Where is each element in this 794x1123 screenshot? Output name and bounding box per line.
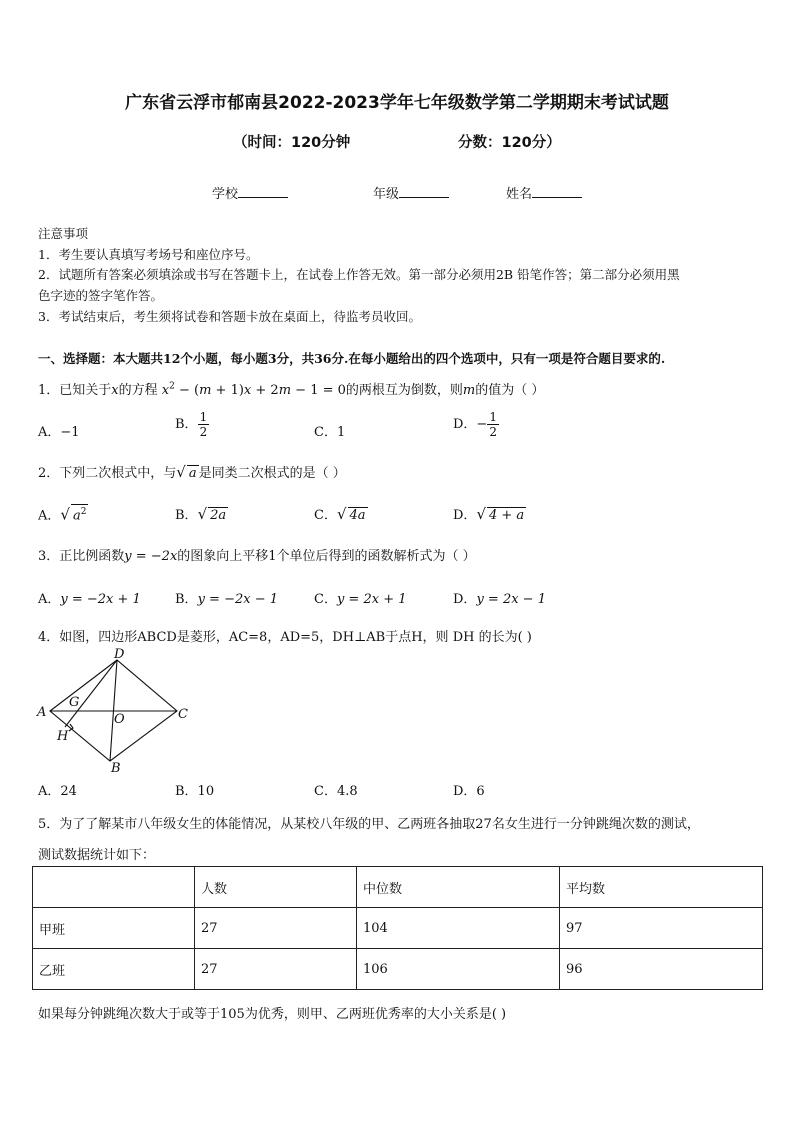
q2-option-a[interactable] — [38, 504, 88, 523]
q1-option-a[interactable]: A．−1 — [38, 425, 80, 440]
table-header-cell: 中位数 — [357, 867, 560, 908]
label-h: H — [57, 729, 69, 744]
question-1-stem — [38, 379, 544, 398]
school-label: 学校 — [212, 187, 239, 202]
note-item: 2．试题所有答案必须填涂或书写在答题卡上，在试卷上作答无效。第一部分必须用2B 铅笔作答；第二部分必须用黑 — [38, 267, 680, 282]
q3-option-label: C． — [314, 592, 337, 607]
label-d: D — [114, 647, 125, 662]
sqrt-icon: √ — [176, 463, 186, 481]
q3-text: 3．正比例函数 — [38, 549, 125, 564]
section-heading: 一、选择题：本大题共12个小题，每小题3分，共36分.在每小题给出的四个选项中，只有一项是符合题目要求的. — [38, 351, 666, 366]
table-row — [33, 949, 763, 990]
question-3-stem — [38, 545, 476, 564]
sqrt-icon: √ — [60, 505, 70, 524]
table-cell: 97 — [560, 908, 763, 949]
q1-var: x — [111, 383, 119, 398]
q1-eq-part: + 1) — [211, 383, 244, 398]
q3-option-b[interactable] — [175, 588, 278, 607]
q1-eq-part: m — [278, 383, 292, 398]
name-blank[interactable] — [532, 185, 582, 198]
q2-option-d[interactable] — [453, 504, 526, 523]
q3-option-a[interactable] — [38, 588, 141, 607]
q2-text: 是同类二次根式的是（ ） — [198, 466, 346, 481]
q1-eq-part: − ( — [174, 383, 200, 398]
table-header-cell — [33, 867, 195, 908]
q3-option-expr: y = 2x − 1 — [476, 592, 546, 607]
denominator: 2 — [199, 425, 208, 439]
radicand: 4a — [349, 508, 366, 523]
radicand: 2a — [210, 508, 227, 523]
q2-option-label: D． — [453, 508, 477, 523]
exam-time: （时间：120分钟 — [233, 135, 351, 151]
q1-text: 的两根互为倒数，则 — [345, 383, 463, 398]
q1-equation — [162, 383, 346, 398]
q3-option-expr: y = −2x + 1 — [60, 592, 141, 607]
label-a: A — [37, 705, 47, 720]
name-field[interactable] — [506, 183, 582, 202]
question-5-stem-cont: 测试数据统计如下： — [38, 848, 156, 863]
label-b: B — [111, 761, 121, 775]
numerator: 1 — [199, 410, 208, 424]
table-header-cell: 平均数 — [560, 867, 763, 908]
table-cell: 27 — [195, 908, 357, 949]
label-o: O — [114, 712, 125, 727]
q1-text: 的方程 — [118, 383, 158, 398]
q3-text: 的图象向上平移1个单位后得到的函数解析式为（ ） — [177, 549, 476, 564]
q1-eq-part: + 2 — [251, 383, 279, 398]
table-cell: 96 — [560, 949, 763, 990]
q1-option-b[interactable] — [175, 410, 209, 439]
grade-field[interactable] — [373, 183, 449, 202]
table-header-row — [33, 867, 763, 908]
q1-text: 1．已知关于 — [38, 383, 112, 398]
q3-option-label: B． — [175, 592, 198, 607]
sqrt-icon: √ — [476, 505, 486, 523]
radicand: 4 + a — [489, 508, 525, 523]
q3-option-c[interactable] — [314, 588, 407, 607]
q1-eq-part: x — [161, 383, 170, 398]
sqrt-icon: √ — [197, 505, 208, 523]
q1-eq-part: x — [243, 383, 252, 398]
question-5-followup: 如果每分钟跳绳次数大于或等于105为优秀，则甲、乙两班优秀率的大小关系是( ) — [38, 1007, 507, 1022]
q2-option-b[interactable] — [175, 504, 228, 523]
label-g: G — [69, 695, 80, 710]
notes-heading: 注意事项 — [38, 226, 89, 241]
exponent: 2 — [80, 507, 87, 517]
school-blank[interactable] — [238, 185, 288, 198]
q1-option-label: D．− — [453, 417, 488, 432]
q2-option-label: C． — [314, 508, 337, 523]
radicand: a — [72, 508, 81, 524]
school-field[interactable] — [212, 183, 288, 202]
table-cell: 104 — [357, 908, 560, 949]
q3-equation: y = −2x — [124, 549, 178, 564]
q3-option-expr: y = 2x + 1 — [336, 592, 407, 607]
q1-text: 的值为（ ） — [475, 383, 545, 398]
q1-eq-part: m — [199, 383, 212, 398]
table-cell: 乙班 — [33, 949, 195, 990]
q2-option-label: B． — [175, 508, 198, 523]
question-2-stem — [38, 462, 346, 481]
table-cell: 27 — [195, 949, 357, 990]
note-item: 3．考试结束后，考生须将试卷和答题卡放在桌面上，待监考员收回。 — [38, 309, 421, 324]
exam-title: 广东省云浮市郁南县2022-2023学年七年级数学第二学期期末考试试题 — [125, 93, 669, 113]
q4-option-b[interactable]: B．10 — [175, 784, 215, 799]
question-4-stem: 4．如图，四边形ABCD是菱形，AC=8，AD=5，DH⊥AB于点H，则 DH 的长为( ) — [38, 630, 532, 645]
q1-eq-part: − 1 = 0 — [291, 383, 346, 398]
numerator: 1 — [489, 410, 497, 424]
q4-option-d[interactable]: D．6 — [453, 784, 485, 799]
exam-score: 分数：120分） — [458, 135, 561, 151]
note-item: 1．考生要认真填写考场号和座位序号。 — [38, 247, 259, 262]
q1-option-c[interactable]: C．1 — [314, 425, 346, 440]
table-row — [33, 908, 763, 949]
q4-option-a[interactable]: A．24 — [38, 784, 77, 799]
q2-option-label: A． — [38, 508, 61, 524]
q3-option-expr: y = −2x − 1 — [197, 592, 278, 607]
radicand: a — [188, 466, 197, 481]
question-5-stem: 5．为了了解某市八年级女生的体能情况，从某校八年级的甲、乙两班各抽取27名女生进行一分钟跳绳次数的测试， — [38, 817, 700, 832]
grade-label: 年级 — [373, 187, 400, 202]
q1-option-d[interactable] — [453, 410, 499, 439]
score-table — [32, 866, 763, 990]
q1-eq-part: 2 — [169, 381, 175, 392]
q2-option-c[interactable] — [314, 504, 368, 523]
label-c: C — [178, 707, 188, 722]
rhombus-figure — [30, 645, 200, 775]
table-cell: 甲班 — [33, 908, 195, 949]
sqrt-icon: √ — [336, 505, 347, 523]
name-label: 姓名 — [506, 187, 533, 202]
q4-option-c[interactable]: C．4.8 — [314, 784, 358, 799]
q1-option-label: B． — [175, 417, 198, 432]
denominator: 2 — [489, 425, 497, 439]
q1-var: m — [462, 383, 476, 398]
q2-text: 2．下列二次根式中，与 — [38, 466, 177, 481]
grade-blank[interactable] — [399, 185, 449, 198]
q3-option-d[interactable] — [453, 588, 546, 607]
fraction — [198, 410, 210, 439]
q3-option-label: D． — [453, 592, 477, 607]
table-header-cell: 人数 — [195, 867, 357, 908]
q3-option-label: A． — [38, 592, 61, 607]
fraction — [487, 410, 499, 439]
note-item: 色字迹的签字笔作答。 — [38, 288, 164, 303]
table-cell: 106 — [357, 949, 560, 990]
